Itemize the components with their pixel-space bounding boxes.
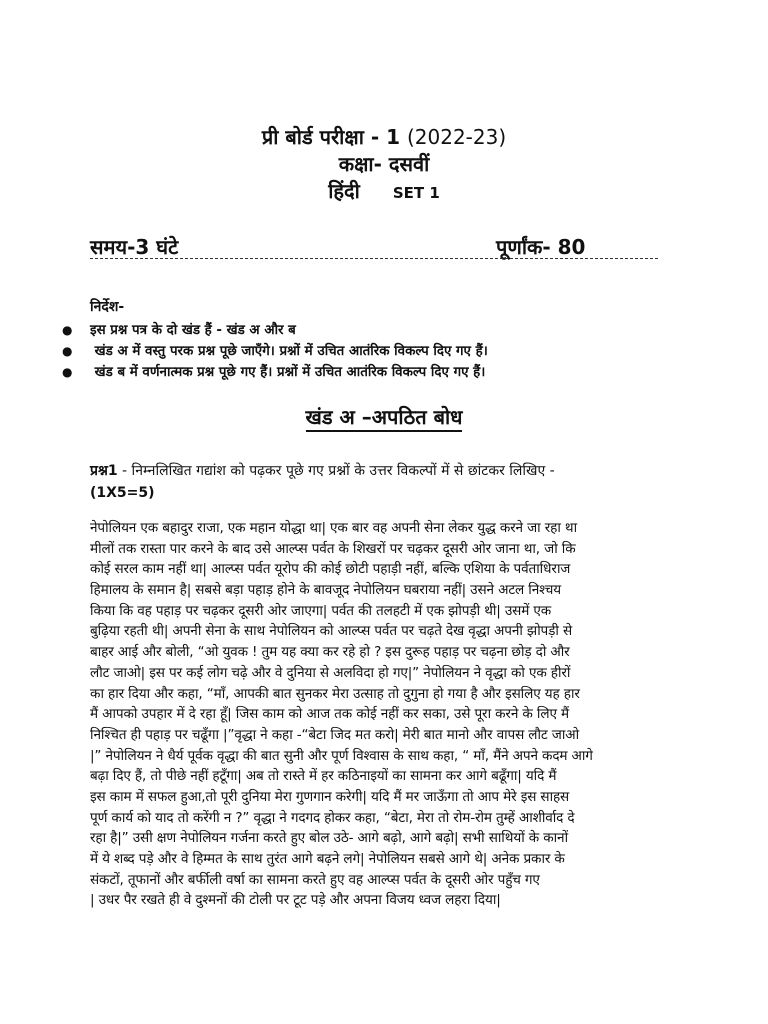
instruction-item: ● खंड ब में वर्णनात्मक प्रश्न पूछे गए हैं। प्रश्नों में उचित आतंरिक विकल्प दिए गए हैं। [62,362,488,383]
passage-line: का हार दिया और कहा, “माँ, आपकी बात सुनकर मेरा उत्साह तो दुगुना हो गया है और इसलिए यह हार [90,685,580,702]
passage-line: संकटों, तूफानों और बर्फीली वर्षा का सामना करते हुए वह आल्प्स पर्वत के दूसरी ओर पहुँच गए [90,871,540,888]
instructions-heading: निर्देश- [90,299,125,315]
question-number: प्रश्न1 [90,463,118,479]
passage-line: बढ़ा दिए हैं, तो पीछे नहीं हटूँगा| अब तो रास्ते में हर कठिनाइयों का सामना कर आगे बढूँगा| यदि मैं [90,768,557,785]
exam-year: (2022-23) [406,125,507,149]
bullet-icon: ● [62,344,73,358]
question-1 [90,460,682,504]
bullet-icon: ● [62,365,73,379]
subject: हिंदी [328,179,360,203]
question-marks: (1X5=5) [90,485,155,501]
passage-line: इस काम में सफल हुआ,तो पूरी दुनिया मेरा गुणगान करेगी| यदि मैं मर जाऊँगा तो आप मेरे इस साहस [90,788,570,805]
exam-header [0,124,768,205]
exam-title: प्री बोर्ड परीक्षा - 1 [261,125,401,149]
passage-line: बाहर आई और बोली, “ओ युवक ! तुम यह क्या कर रहे हो ? इस दुरूह पहाड़ पर चढ़ना छोड़ दो और [90,644,570,661]
passage-line: बुढ़िया रहती थी| अपनी सेना के साथ नेपोलियन को आल्प्स पर्वत पर चढ़ते देख वृद्धा अपनी झोपड़ी से [90,623,572,640]
passage-line: हिमालय के समान है| सबसे बड़ा पहाड़ होने के बावजूद नेपोलियन घबराया नहीं| उसने अटल निश्चय [90,582,562,599]
section-title: खंड अ –अपठित बोध [0,403,768,430]
max-marks-label: पूर्णांक- 80 [496,235,586,259]
passage-line: नेपोलियन एक बहादुर राजा, एक महान योद्धा था| एक बार वह अपनी सेना लेकर युद्ध करने जा रहा था [90,520,577,536]
passage-line: किया कि वह पहाड़ पर चढ़कर दूसरी ओर जाएगा| पर्वत की तलहटी में एक झोपड़ी थी| उसमें एक [90,602,551,619]
passage-line: लौट जाओ| इस पर कई लोग चढ़े और वे दुनिया से अलविदा हो गए|” नेपोलियन ने वृद्धा को एक हीरों [90,664,571,681]
passage-line: रहा है|” उसी क्षण नेपोलियन गर्जना करते हुए बोल उठे- आगे बढ़ो, आगे बढ़ो| सभी साथियों के कानों [90,830,568,847]
passage-line: |” नेपोलियन ने धैर्य पूर्वक वृद्धा की बात सुनी और पूर्ण विश्वास के साथ कहा, “ माँ, मैंने अपने कदम आगे [90,747,593,764]
passage-line: कोई सरल काम नहीं था| आल्प्स पर्वत यूरोप की कोई छोटी पहाड़ी नहीं, बल्कि एशिया के पर्वताधिराज [90,561,571,578]
exam-title-line [0,124,768,151]
instruction-item: ● खंड अ में वस्तु परक प्रश्न पूछे जाएँगे। प्रश्नों में उचित आतंरिक विकल्प दिए गए हैं। [62,341,488,362]
passage-line: | उधर पैर रखते ही वे दुश्मनों की टोली पर टूट पड़े और अपना विजय ध्वज लहरा दिया| [90,892,501,909]
separator-line [90,258,658,259]
bullet-icon: ● [62,323,73,337]
question-text: - निम्नलिखित गद्यांश को पढ़कर पूछे गए प्रश्नों के उत्तर विकल्पों में से छांटकर लिखिए - [117,463,555,479]
class-line: कक्षा- दसवीं [338,152,430,176]
instructions-list [62,320,488,383]
passage-line: मैं आपको उपहार में दे रहा हूँ| जिस काम को आज तक कोई नहीं कर सका, उसे पूरा करने के लिए मैं [90,706,569,723]
set-label: SET 1 [392,184,440,202]
passage-line: पूर्ण कार्य को याद तो करेंगी न ?” वृद्धा ने गदगद होकर कहा, “बेटा, मेरा तो रोम-रोम तुम्हें आशीर्वाद दे [90,809,575,826]
time-label: समय-3 घंटे [90,235,179,259]
passage [90,518,690,911]
passage-line: निश्चित ही पहाड़ पर चढूँगा |”वृद्धा ने कहा -“बेटा जिद मत करो| मेरी बात मानो और वापस लौट जाओ [90,726,579,743]
subject-line [0,178,768,205]
instruction-item: ● इस प्रश्न पत्र के दो खंड हैं - खंड अ और ब [62,320,488,341]
passage-line: में ये शब्द पड़े और वे हिम्मत के साथ तुरंत आगे बढ़ने लगे| नेपोलियन सबसे आगे थे| अनेक प्रकार के [90,851,565,867]
passage-line: मीलों तक रास्ता पार करने के बाद उसे आल्प्स पर्वत के शिखरों पर चढ़कर दूसरी ओर जाना था, जो कि [90,540,576,557]
